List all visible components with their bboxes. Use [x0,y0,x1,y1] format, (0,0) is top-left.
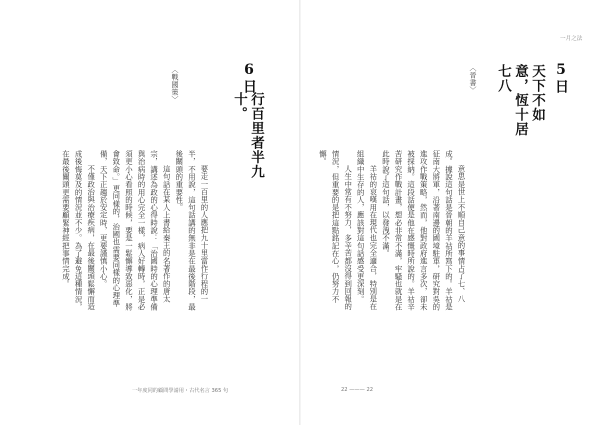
left-paragraph-1: 要走一百里的人應把九十里當作行程的一半，不用說，這句話講的無非是在最後階段，最後關頭的重要性。 [174,150,209,311]
left-paragraph-3: 不僅政治與治療疾病，在最後關頭鬆懈而造成後悔莫及的情況並不少。為了避免這種情況，在最後關頭更需要顧緊神經把事情完成。 [61,150,96,311]
right-body [318,150,467,316]
right-headline: 天下不如意，恆十居七八 [495,64,545,137]
footer-left-book-title: 一年度同的顧問學請用・古代名言 365 句 [132,388,229,394]
left-headline: 行百里者半九十。 [231,92,264,179]
right-paragraph-3: 人生中常有不努力，多辛苦都沒得到回報的情況，但重要的是把這點銘記在心，仍努力不懈。 [318,150,353,311]
left-source: 〈戰國策〉 [171,66,179,104]
book-gutter [299,0,301,425]
left-paragraph-2: 這句話在某人上書給秦王的名著作的唐太宗，講述為政的心得時說：「治國時的心理準備與治病時的用心完全一樣，病人好轉時，正是必須更小心看照的時候，要是一鬆懈導致惡化，將會致命。」更同樣的，治國也需要同樣的心理準備，天下正趨於安定時，更要謹慎小心。 [99,150,172,311]
right-paragraph-1: 意思是世上不順自己意的事情占了七、八成。據說這句話是晉朝的羊祜所寫下的。羊祜是征南大將軍，沿著南邊的國境駐軍，研究對吳的進攻作戰策略，然而，他對政府進言多次，卻未被採納。這段話便是他在感慨時所說的。羊祜辛苦研究作戰計畫，想必非常不滿，牢騷也就是在此時說了這句話，以發洩不滿。 [381,150,466,311]
footer-right-page-number: 22 ——— 22 [341,387,374,393]
left-body [62,150,210,316]
right-paragraph-2: 羊祜的哀嘆用在現代也完全適合，特別是在組織中生存的人，應該對這句話感受更深刻。 [356,150,378,311]
right-day-heading: 5日 [553,62,569,94]
right-source: 〈晉書〉 [469,64,477,94]
running-head: 一月之法 [560,36,583,42]
left-day-heading: 6日 [241,62,257,94]
